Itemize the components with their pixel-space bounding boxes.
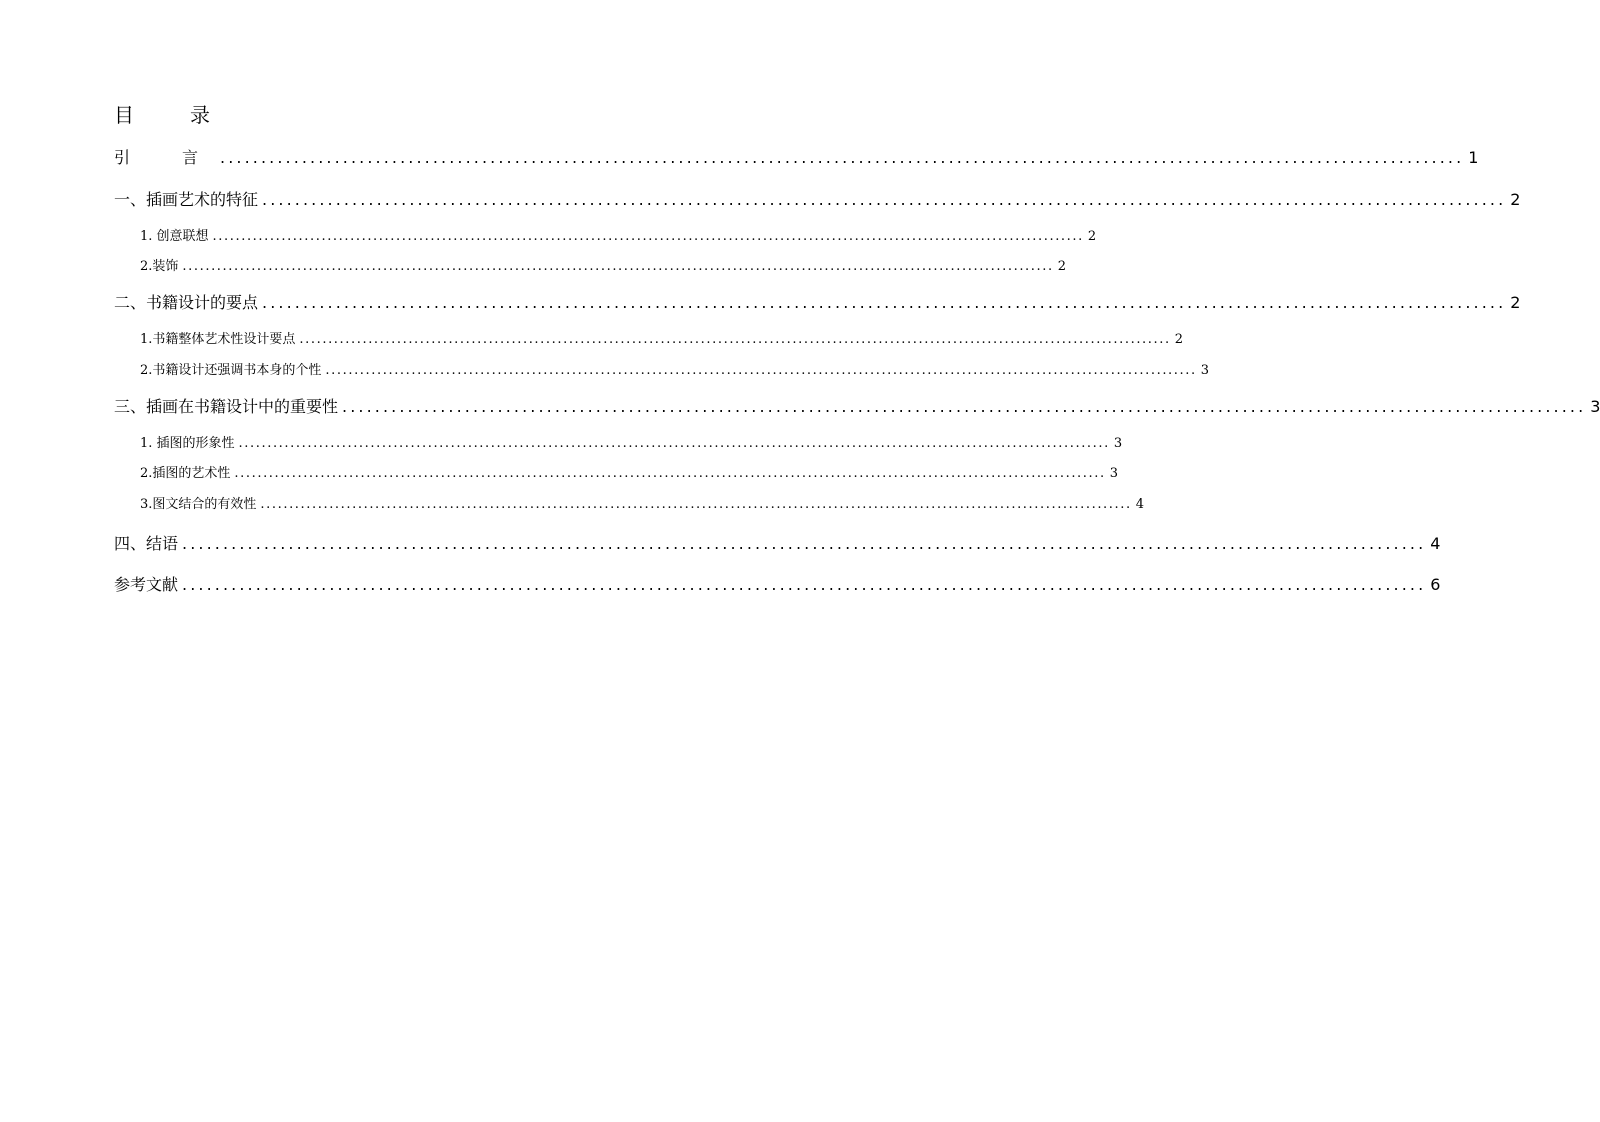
toc-title: 目 录	[114, 103, 228, 127]
toc-entry-label: 二、书籍设计的要点	[114, 293, 259, 312]
toc-leader-dots: ........................................................................................................................................................	[238, 436, 1110, 451]
toc-entry-section-2[interactable]	[114, 292, 1521, 314]
toc-entry-label: 1. 创意联想	[140, 229, 209, 244]
toc-entry-section-3-1[interactable]	[140, 435, 1123, 453]
toc-entry-label: 引 言	[114, 148, 217, 167]
toc-page-number: 3	[1113, 436, 1123, 451]
toc-entry-section-2-1[interactable]	[140, 331, 1183, 349]
toc-leader-dots: ........................................................................................................................................................	[262, 293, 1507, 312]
toc-entry-section-3-3[interactable]	[140, 496, 1144, 514]
toc-leader-dots: ........................................................................................................................................................	[299, 332, 1171, 347]
toc-entry-section-2-2[interactable]	[140, 362, 1209, 380]
toc-entry-label: 一、插画艺术的特征	[114, 190, 259, 209]
toc-entry-section-1-1[interactable]	[140, 228, 1097, 246]
toc-page-number: 4	[1135, 497, 1144, 512]
toc-leader-dots: ........................................................................................................................................................	[182, 575, 1427, 594]
toc-page-number: 3	[1590, 397, 1600, 416]
toc-page-number: 6	[1430, 575, 1441, 594]
toc-leader-dots: ........................................................................................................................................................	[260, 497, 1132, 512]
toc-page-number: 2	[1510, 293, 1521, 312]
toc-page-number: 3	[1200, 363, 1209, 378]
toc-leader-dots: ........................................................................................................................................................	[182, 534, 1427, 553]
toc-page-number: 4	[1430, 534, 1441, 553]
toc-entry-label: 2.书籍设计还强调书本身的个性	[140, 363, 322, 378]
toc-entry-section-1-2[interactable]	[140, 258, 1066, 276]
toc-page-number: 2	[1510, 190, 1521, 209]
toc-entry-section-1[interactable]	[114, 189, 1521, 211]
toc-entry-label: 四、结语	[114, 534, 179, 553]
toc-entry-label: 参考文献	[114, 575, 179, 594]
toc-entry-label: 3.图文结合的有效性	[140, 497, 257, 512]
toc-leader-dots: ........................................................................................................................................................	[220, 148, 1465, 167]
toc-leader-dots: ........................................................................................................................................................	[325, 363, 1197, 378]
toc-entry-section-4[interactable]	[114, 533, 1441, 555]
toc-entry-label: 2.装饰	[140, 259, 179, 274]
toc-page-number: 2	[1057, 259, 1066, 274]
toc-entry-label: 2.插图的艺术性	[140, 466, 231, 481]
toc-entry-section-3-2[interactable]	[140, 465, 1118, 483]
toc-leader-dots: ........................................................................................................................................................	[234, 466, 1106, 481]
toc-entry-label: 1. 插图的形象性	[140, 436, 235, 451]
toc-leader-dots: ........................................................................................................................................................	[262, 190, 1507, 209]
toc-leader-dots: ........................................................................................................................................................	[342, 397, 1587, 416]
toc-page-number: 1	[1468, 148, 1479, 167]
toc-entry-references[interactable]	[114, 574, 1441, 596]
toc-page-number: 2	[1087, 229, 1097, 244]
toc-leader-dots: ........................................................................................................................................................	[212, 229, 1084, 244]
toc-page-number: 3	[1109, 466, 1118, 481]
toc-leader-dots: ........................................................................................................................................................	[182, 259, 1054, 274]
toc-entry-label: 1.书籍整体艺术性设计要点	[140, 332, 296, 347]
toc-entry-label: 三、插画在书籍设计中的重要性	[114, 397, 339, 416]
toc-entry-section-3[interactable]	[114, 396, 1600, 418]
toc-entry-introduction[interactable]	[114, 147, 1479, 169]
toc-page-number: 2	[1174, 332, 1183, 347]
